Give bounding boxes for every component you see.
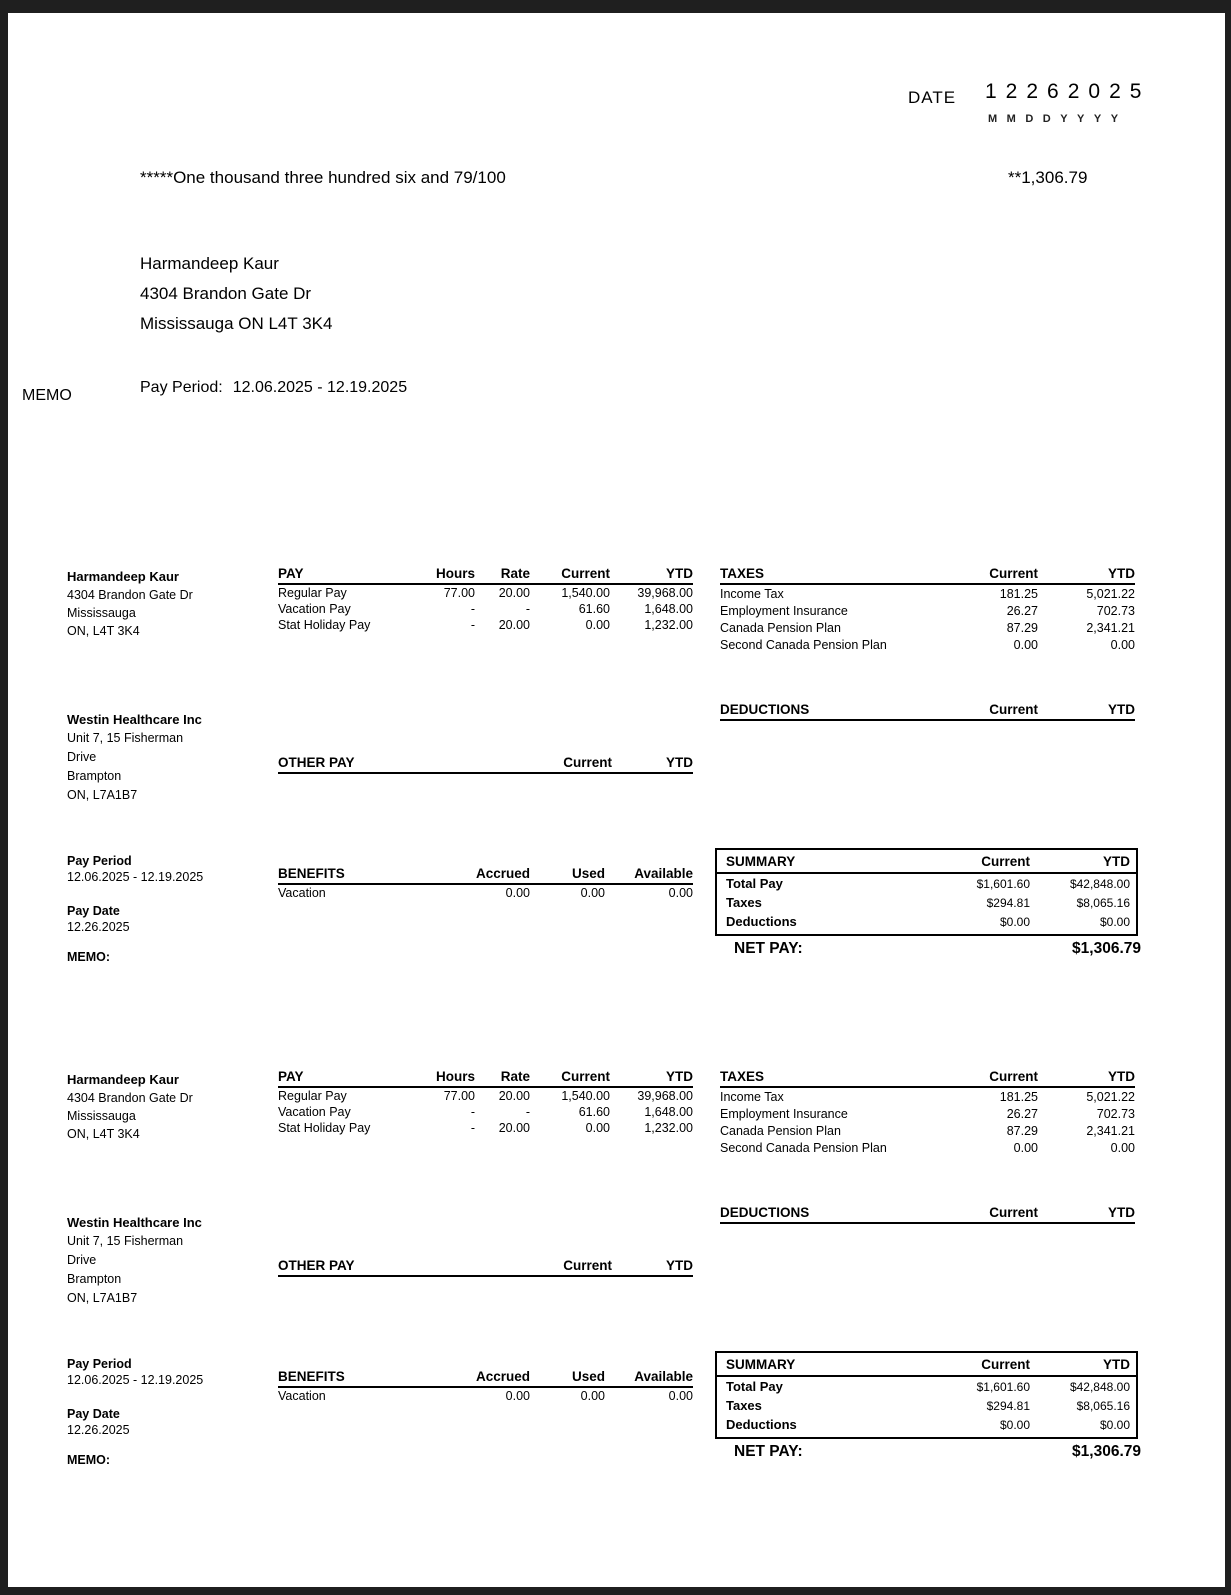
other-pay-header-current: Current (563, 1258, 612, 1273)
pay-row-hours: 77.00 (443, 1089, 475, 1103)
benefits-header-used: Used (571, 866, 605, 881)
net-pay-row (720, 940, 1141, 958)
payee-name: Harmandeep Kaur (140, 254, 279, 273)
benefit-row-label: Vacation (278, 886, 326, 900)
pay-row-rate: 20.00 (498, 618, 530, 632)
benefits-table-title: BENEFITS (278, 1369, 345, 1384)
pay-row-ytd: 39,968.00 (637, 586, 693, 600)
employee-address-line: ON, L4T 3K4 (67, 624, 140, 638)
date-label: DATE (908, 88, 957, 107)
net-pay-row (720, 1443, 1141, 1461)
deductions-header-ytd: YTD (1108, 702, 1135, 717)
tax-row-current: 26.27 (1006, 604, 1038, 618)
table-row (278, 1105, 693, 1120)
check-pay-period-value: 12.06.2025 - 12.19.2025 (232, 379, 408, 396)
tax-row-ytd: 702.73 (1096, 1107, 1135, 1121)
tax-row-label: Income Tax (720, 1090, 784, 1104)
amount-numeric: **1,306.79 (1008, 168, 1088, 187)
table-row (717, 1396, 1136, 1415)
pay-row-current: 61.60 (578, 1105, 610, 1119)
benefits-table (278, 1369, 693, 1404)
table-row (720, 1140, 1135, 1156)
summary-row-ytd: $0.00 (1099, 1418, 1130, 1432)
benefits-table-title: BENEFITS (278, 866, 345, 881)
pay-row-hours: - (470, 602, 475, 616)
deductions-table-title: DEDUCTIONS (720, 702, 810, 717)
summary-row-ytd: $42,848.00 (1069, 877, 1130, 891)
pay-row-ytd: 39,968.00 (637, 1089, 693, 1103)
employer-address-line: Unit 7, 15 Fisherman (67, 1234, 184, 1248)
taxes-table-title: TAXES (720, 1069, 765, 1084)
summary-row-ytd: $0.00 (1099, 915, 1130, 929)
deductions-table (720, 1205, 1135, 1224)
pay-row-hours: - (470, 618, 475, 632)
pay-date-label: Pay Date (67, 1407, 120, 1421)
tax-row-ytd: 0.00 (1110, 1141, 1135, 1155)
net-pay-value: $1,306.79 (1072, 1443, 1141, 1460)
pay-row-current: 1,540.00 (561, 586, 610, 600)
table-row (278, 1089, 693, 1104)
pay-stub-top (8, 562, 1225, 1067)
pay-table-header (278, 1069, 693, 1088)
summary-row-current: $1,601.60 (976, 877, 1030, 891)
tax-row-label: Income Tax (720, 587, 784, 601)
table-row (720, 586, 1135, 602)
tax-row-ytd: 0.00 (1110, 638, 1135, 652)
payee-address-block (140, 249, 332, 339)
benefits-header-accrued: Accrued (475, 866, 530, 881)
pay-date-label: Pay Date (67, 904, 120, 918)
benefits-header-available: Available (634, 866, 693, 881)
benefits-header-accrued: Accrued (475, 1369, 530, 1384)
summary-box (715, 848, 1138, 936)
table-row (278, 1389, 693, 1404)
table-row (278, 586, 693, 601)
tax-row-current: 0.00 (1013, 1141, 1038, 1155)
pay-header-hours: Hours (435, 566, 475, 581)
pay-row-ytd: 1,648.00 (644, 602, 693, 616)
pay-header-hours: Hours (435, 1069, 475, 1084)
benefit-row-used: 0.00 (580, 886, 605, 900)
table-row (717, 874, 1136, 893)
check-pay-period-label: Pay Period: (140, 379, 223, 396)
table-row (717, 1377, 1136, 1396)
employer-address-line: ON, L7A1B7 (67, 1291, 138, 1305)
summary-row-label: Taxes (726, 1398, 762, 1413)
pay-row-current: 0.00 (585, 618, 610, 632)
pay-period-label: Pay Period (67, 1357, 132, 1371)
payee-address-line-2: Mississauga ON L4T 3K4 (140, 314, 333, 333)
benefits-header-available: Available (634, 1369, 693, 1384)
summary-row-label: Total Pay (726, 876, 783, 891)
summary-header (717, 1353, 1136, 1377)
summary-header-current: Current (981, 854, 1030, 869)
pay-period-label: Pay Period (67, 854, 132, 868)
other-pay-table (278, 755, 693, 774)
pay-row-current: 1,540.00 (561, 1089, 610, 1103)
amount-in-words: *****One thousand three hundred six and 79/100 (140, 168, 506, 187)
summary-row-ytd: $8,065.16 (1076, 896, 1130, 910)
summary-row-ytd: $8,065.16 (1076, 1399, 1130, 1413)
summary-header (717, 850, 1136, 874)
summary-row-label: Deductions (726, 914, 797, 929)
taxes-header-current: Current (989, 1069, 1038, 1084)
deductions-table-title: DEDUCTIONS (720, 1205, 810, 1220)
tax-row-current: 181.25 (999, 1090, 1038, 1104)
table-row (717, 893, 1136, 912)
other-pay-table (278, 1258, 693, 1277)
pay-date-value: 12.26.2025 (67, 1423, 130, 1437)
tax-row-label: Canada Pension Plan (720, 1124, 841, 1138)
pay-header-rate: Rate (500, 1069, 530, 1084)
net-pay-label: NET PAY: (734, 1443, 803, 1460)
pay-row-hours: - (470, 1105, 475, 1119)
benefits-table (278, 866, 693, 901)
summary-row-label: Total Pay (726, 1379, 783, 1394)
deductions-table-header (720, 702, 1135, 721)
pay-table (278, 566, 693, 633)
check-pay-period-line (140, 379, 407, 397)
tax-row-label: Employment Insurance (720, 604, 848, 618)
benefits-table-header (278, 866, 693, 885)
pay-stub-bottom (8, 1065, 1225, 1570)
tax-row-ytd: 2,341.21 (1086, 1124, 1135, 1138)
taxes-table-header (720, 566, 1135, 585)
stub-memo-label: MEMO: (67, 1453, 111, 1467)
pay-header-current: Current (561, 566, 610, 581)
summary-row-label: Taxes (726, 895, 762, 910)
benefits-header-used: Used (571, 1369, 605, 1384)
pay-row-rate: 20.00 (498, 1089, 530, 1103)
benefit-row-available: 0.00 (668, 886, 693, 900)
tax-row-label: Canada Pension Plan (720, 621, 841, 635)
tax-row-ytd: 5,021.22 (1086, 587, 1135, 601)
benefits-table-header (278, 1369, 693, 1388)
pay-table (278, 1069, 693, 1136)
summary-row-current: $294.81 (986, 896, 1030, 910)
date-value: 12262025 (985, 80, 1151, 103)
paycheck-sheet (8, 13, 1225, 1587)
pay-header-ytd: YTD (666, 1069, 693, 1084)
check-memo-label: MEMO (22, 387, 72, 404)
employer-name: Westin Healthcare Inc (67, 712, 202, 727)
benefit-row-used: 0.00 (580, 1389, 605, 1403)
pay-header-current: Current (561, 1069, 610, 1084)
benefit-row-accrued: 0.00 (505, 1389, 530, 1403)
summary-title: SUMMARY (726, 1357, 796, 1372)
payee-address-line-1: 4304 Brandon Gate Dr (140, 284, 312, 303)
other-pay-header-ytd: YTD (666, 1258, 693, 1273)
pay-row-current: 0.00 (585, 1121, 610, 1135)
tax-row-label: Second Canada Pension Plan (720, 638, 887, 652)
date-format-label: MMDDYYYY (988, 113, 1128, 125)
deductions-header-current: Current (989, 1205, 1038, 1220)
summary-box (715, 1351, 1138, 1439)
table-row (278, 886, 693, 901)
table-row (278, 618, 693, 633)
pay-row-ytd: 1,232.00 (644, 1121, 693, 1135)
taxes-table (720, 566, 1135, 653)
tax-row-current: 87.29 (1006, 621, 1038, 635)
employee-address-line: ON, L4T 3K4 (67, 1127, 140, 1141)
taxes-table (720, 1069, 1135, 1156)
employer-address-block (67, 1213, 257, 1308)
employee-address-block (67, 1071, 267, 1143)
taxes-header-current: Current (989, 566, 1038, 581)
employer-address-line: Brampton (67, 769, 122, 783)
employer-address-block (67, 710, 257, 805)
pay-date-value: 12.26.2025 (67, 920, 130, 934)
table-row (720, 1089, 1135, 1105)
other-pay-table-title: OTHER PAY (278, 1258, 355, 1273)
pay-header-ytd: YTD (666, 566, 693, 581)
pay-table-title: PAY (278, 1069, 304, 1084)
tax-row-current: 26.27 (1006, 1107, 1038, 1121)
pay-row-label: Stat Holiday Pay (278, 1121, 371, 1135)
pay-date-block (67, 1407, 130, 1437)
pay-row-label: Vacation Pay (278, 602, 351, 616)
pay-period-value: 12.06.2025 - 12.19.2025 (67, 1373, 204, 1387)
employer-name: Westin Healthcare Inc (67, 1215, 202, 1230)
tax-row-label: Second Canada Pension Plan (720, 1141, 887, 1155)
pay-row-rate: - (525, 1105, 530, 1119)
pay-header-rate: Rate (500, 566, 530, 581)
summary-title: SUMMARY (726, 854, 796, 869)
pay-row-label: Regular Pay (278, 1089, 347, 1103)
tax-row-ytd: 702.73 (1096, 604, 1135, 618)
pay-row-rate: 20.00 (498, 1121, 530, 1135)
employer-address-line: ON, L7A1B7 (67, 788, 138, 802)
summary-row-current: $294.81 (986, 1399, 1030, 1413)
tax-row-ytd: 5,021.22 (1086, 1090, 1135, 1104)
table-row (278, 1121, 693, 1136)
employer-address-line: Drive (67, 1253, 97, 1267)
employee-address-line: 4304 Brandon Gate Dr (67, 1091, 193, 1105)
tax-row-current: 181.25 (999, 587, 1038, 601)
other-pay-table-title: OTHER PAY (278, 755, 355, 770)
employee-address-block (67, 568, 267, 640)
other-pay-table-header (278, 755, 693, 774)
stub-memo-label: MEMO: (67, 950, 111, 964)
pay-row-hours: 77.00 (443, 586, 475, 600)
summary-header-ytd: YTD (1103, 854, 1130, 869)
pay-period-block (67, 1357, 203, 1387)
table-row (278, 602, 693, 617)
tax-row-current: 87.29 (1006, 1124, 1038, 1138)
deductions-table-header (720, 1205, 1135, 1224)
other-pay-header-current: Current (563, 755, 612, 770)
employee-address-line: Mississauga (67, 606, 136, 620)
table-row (720, 637, 1135, 653)
taxes-table-header (720, 1069, 1135, 1088)
summary-row-current: $0.00 (999, 1418, 1030, 1432)
summary-header-ytd: YTD (1103, 1357, 1130, 1372)
pay-period-block (67, 854, 203, 884)
tax-row-ytd: 2,341.21 (1086, 621, 1135, 635)
summary-header-current: Current (981, 1357, 1030, 1372)
pay-row-rate: 20.00 (498, 586, 530, 600)
pay-date-block (67, 904, 130, 934)
employee-name: Harmandeep Kaur (67, 1072, 179, 1087)
table-row (720, 603, 1135, 619)
table-row (720, 1123, 1135, 1139)
table-row (717, 1415, 1136, 1437)
benefit-row-available: 0.00 (668, 1389, 693, 1403)
table-row (717, 912, 1136, 934)
employee-address-line: Mississauga (67, 1109, 136, 1123)
summary-row-current: $0.00 (999, 915, 1030, 929)
summary-row-label: Deductions (726, 1417, 797, 1432)
tax-row-label: Employment Insurance (720, 1107, 848, 1121)
other-pay-table-header (278, 1258, 693, 1277)
employer-address-line: Brampton (67, 1272, 122, 1286)
pay-row-current: 61.60 (578, 602, 610, 616)
deductions-header-current: Current (989, 702, 1038, 717)
summary-row-ytd: $42,848.00 (1069, 1380, 1130, 1394)
employer-address-line: Drive (67, 750, 97, 764)
employer-address-line: Unit 7, 15 Fisherman (67, 731, 184, 745)
deductions-table (720, 702, 1135, 721)
tax-row-current: 0.00 (1013, 638, 1038, 652)
taxes-header-ytd: YTD (1108, 1069, 1135, 1084)
pay-row-hours: - (470, 1121, 475, 1135)
deductions-header-ytd: YTD (1108, 1205, 1135, 1220)
net-pay-value: $1,306.79 (1072, 940, 1141, 957)
employee-address-line: 4304 Brandon Gate Dr (67, 588, 193, 602)
pay-table-title: PAY (278, 566, 304, 581)
other-pay-header-ytd: YTD (666, 755, 693, 770)
pay-row-rate: - (525, 602, 530, 616)
taxes-table-title: TAXES (720, 566, 765, 581)
taxes-header-ytd: YTD (1108, 566, 1135, 581)
pay-row-ytd: 1,232.00 (644, 618, 693, 632)
pay-period-value: 12.06.2025 - 12.19.2025 (67, 870, 204, 884)
pay-row-label: Regular Pay (278, 586, 347, 600)
pay-row-label: Stat Holiday Pay (278, 618, 371, 632)
pay-row-label: Vacation Pay (278, 1105, 351, 1119)
summary-row-current: $1,601.60 (976, 1380, 1030, 1394)
net-pay-label: NET PAY: (734, 940, 803, 957)
benefit-row-label: Vacation (278, 1389, 326, 1403)
employee-name: Harmandeep Kaur (67, 569, 179, 584)
pay-row-ytd: 1,648.00 (644, 1105, 693, 1119)
table-row (720, 1106, 1135, 1122)
pay-table-header (278, 566, 693, 585)
benefit-row-accrued: 0.00 (505, 886, 530, 900)
table-row (720, 620, 1135, 636)
